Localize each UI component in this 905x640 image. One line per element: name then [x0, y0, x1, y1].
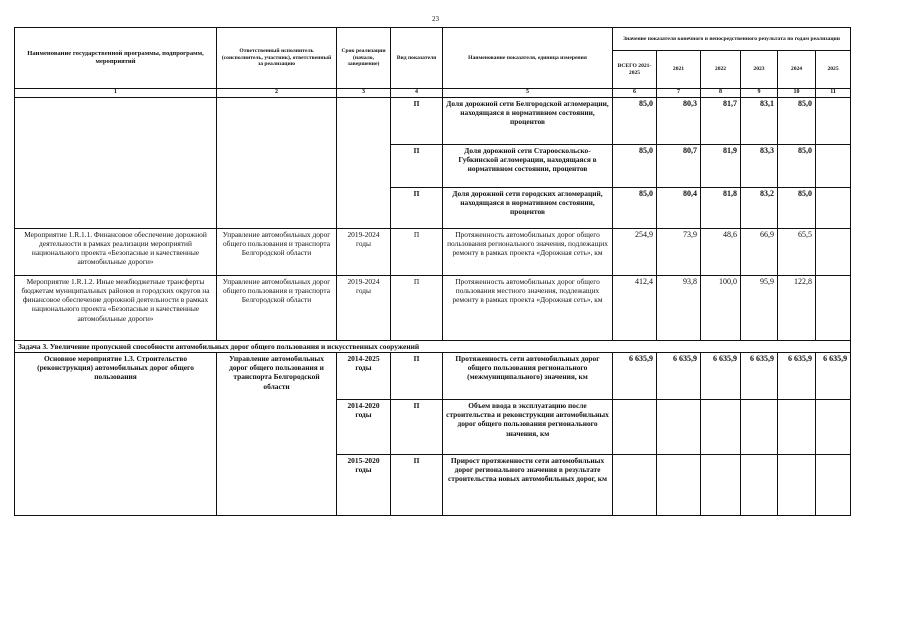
- header-type: Вид показателя: [391, 28, 443, 89]
- value-2021: [657, 399, 701, 454]
- value-2025: 6 635,9: [816, 352, 851, 399]
- header-row-1: [15, 28, 851, 51]
- value-2024: 6 635,9: [778, 352, 816, 399]
- value-2022: 48,6: [701, 228, 741, 275]
- value-2023: 83,2: [741, 187, 778, 228]
- indicator-cell: Протяженность автомобильных дорог общего пользования местного значения, подлежащих ремонту в рамках проекта «Дорожная сеть», км: [443, 275, 613, 340]
- value-total: 412,4: [613, 275, 657, 340]
- value-2023: 83,3: [741, 144, 778, 187]
- table-row: [15, 275, 851, 340]
- type-cell: П: [391, 187, 443, 228]
- column-number: 2: [217, 89, 337, 98]
- term-cell: 2015-2020 годы: [337, 454, 391, 515]
- header-indicator: Наименование показателя, единица измерения: [443, 28, 613, 89]
- value-2022: 6 635,9: [701, 352, 741, 399]
- value-2025: [816, 228, 851, 275]
- value-2024: 85,0: [778, 97, 816, 144]
- value-total: 85,0: [613, 97, 657, 144]
- term-cell: 2014-2020 годы: [337, 399, 391, 454]
- indicator-cell: Доля дорожной сети Белгородской агломерации, находящаяся в нормативном состоянии, процентов: [443, 97, 613, 144]
- indicator-cell: Прирост протяженности сети автомобильных дорог регионального значения в результате строительства новых автомобильных дорог, км: [443, 454, 613, 515]
- event-name-cell: [15, 97, 217, 228]
- value-2021: 80,3: [657, 97, 701, 144]
- header-year: 2021: [657, 51, 701, 89]
- column-numbers-row: [15, 89, 851, 98]
- responsible-cell: Управление автомобильных дорог общего пользования и транспорта Белгородской области: [217, 275, 337, 340]
- indicator-cell: Доля дорожной сети Старооскольско-Губкинской агломерации, находящаяся в нормативном состоянии, процентов: [443, 144, 613, 187]
- value-2021: 93,8: [657, 275, 701, 340]
- event-name-cell: Мероприятие 1.R.1.2. Иные межбюджетные трансферты бюджетам муниципальных районов и городских округов на финансовое обеспечение дорожной деятельности в рамках национального проекта «Безопасные и качественные автомобильные дороги»: [15, 275, 217, 340]
- value-2021: [657, 454, 701, 515]
- value-2022: 100,0: [701, 275, 741, 340]
- header-total: ВСЕГО 2021-2025: [613, 51, 657, 89]
- value-2024: 85,0: [778, 187, 816, 228]
- value-2025: [816, 97, 851, 144]
- indicator-cell: Протяженность автомобильных дорог общего пользования регионального значения, подлежащих ремонту в рамках проекта «Дорожная сеть», км: [443, 228, 613, 275]
- column-number: 6: [613, 89, 657, 98]
- type-cell: П: [391, 399, 443, 454]
- table-row: [15, 228, 851, 275]
- value-2025: [816, 399, 851, 454]
- term-cell: 2019-2024 годы: [337, 275, 391, 340]
- value-2021: 80,4: [657, 187, 701, 228]
- indicator-cell: Доля дорожной сети городских агломераций, находящаяся в нормативном состоянии, процентов: [443, 187, 613, 228]
- event-name-cell: Основное мероприятие 1.3. Строительство (реконструкция) автомобильных дорог общего пользования: [15, 352, 217, 515]
- value-total: [613, 399, 657, 454]
- value-2023: 83,1: [741, 97, 778, 144]
- indicator-cell: Протяженность сети автомобильных дорог общего пользования регионального (межмуниципального) значения, км: [443, 352, 613, 399]
- header-responsible: Ответственный исполнитель (соисполнитель, участник), ответственный за реализацию: [217, 28, 337, 89]
- value-2022: 81,9: [701, 144, 741, 187]
- header-year: 2023: [741, 51, 778, 89]
- responsible-cell: Управление автомобильных дорог общего пользования и транспорта Белгородской области: [217, 352, 337, 515]
- column-number: 4: [391, 89, 443, 98]
- value-2021: 6 635,9: [657, 352, 701, 399]
- column-number: 9: [741, 89, 778, 98]
- value-2024: [778, 399, 816, 454]
- value-2024: 122,8: [778, 275, 816, 340]
- value-2023: [741, 454, 778, 515]
- term-cell: [337, 97, 391, 228]
- value-2025: [816, 187, 851, 228]
- responsible-cell: [217, 97, 337, 228]
- type-cell: П: [391, 144, 443, 187]
- header-year: 2022: [701, 51, 741, 89]
- value-2022: [701, 399, 741, 454]
- value-2022: [701, 454, 741, 515]
- value-2025: [816, 144, 851, 187]
- value-total: 85,0: [613, 144, 657, 187]
- value-2021: 80,7: [657, 144, 701, 187]
- value-total: 85,0: [613, 187, 657, 228]
- column-number: 5: [443, 89, 613, 98]
- header-year: 2025: [816, 51, 851, 89]
- event-name-cell: Мероприятие 1.R.1.1. Финансовое обеспечение дорожной деятельности в рамках реализации мероприятий национального проекта «Безопасные и качественные автомобильные дороги»: [15, 228, 217, 275]
- value-2022: 81,7: [701, 97, 741, 144]
- term-cell: 2014-2025 годы: [337, 352, 391, 399]
- header-values-group: Значение показателя конечного и непосредственного результата по годам реализации: [613, 28, 851, 51]
- value-2022: 81,8: [701, 187, 741, 228]
- value-2024: 85,0: [778, 144, 816, 187]
- table-row: [15, 97, 851, 144]
- value-2021: 73,9: [657, 228, 701, 275]
- value-2025: [816, 275, 851, 340]
- column-number: 1: [15, 89, 217, 98]
- value-2023: 95,9: [741, 275, 778, 340]
- type-cell: П: [391, 454, 443, 515]
- type-cell: П: [391, 228, 443, 275]
- column-number: 8: [701, 89, 741, 98]
- column-number: 10: [778, 89, 816, 98]
- header-year: 2024: [778, 51, 816, 89]
- value-2024: [778, 454, 816, 515]
- value-2023: 6 635,9: [741, 352, 778, 399]
- header-term: Срок реализации (начало, завершение): [337, 28, 391, 89]
- type-cell: П: [391, 275, 443, 340]
- term-cell: 2019-2024 годы: [337, 228, 391, 275]
- value-total: 6 635,9: [613, 352, 657, 399]
- value-2024: 65,5: [778, 228, 816, 275]
- column-number: 7: [657, 89, 701, 98]
- column-number: 3: [337, 89, 391, 98]
- indicator-cell: Объем ввода в эксплуатацию после строительства и реконструкции автомобильных дорог общего пользования регионального значения, км: [443, 399, 613, 454]
- type-cell: П: [391, 97, 443, 144]
- table-row: [15, 352, 851, 399]
- value-2025: [816, 454, 851, 515]
- value-total: [613, 454, 657, 515]
- value-2023: [741, 399, 778, 454]
- responsible-cell: Управление автомобильных дорог общего пользования и транспорта Белгородской области: [217, 228, 337, 275]
- value-total: 254,9: [613, 228, 657, 275]
- task-heading: Задача 3. Увеличение пропускной способности автомобильных дорог общего пользования и искусственных сооружений: [15, 340, 851, 352]
- column-number: 11: [816, 89, 851, 98]
- header-name: Наименование государственной программы, подпрограмм, мероприятий: [15, 28, 217, 89]
- task-row: [15, 340, 851, 352]
- page-number: 23: [432, 15, 439, 23]
- value-2023: 66,9: [741, 228, 778, 275]
- indicators-table: [14, 27, 851, 516]
- type-cell: П: [391, 352, 443, 399]
